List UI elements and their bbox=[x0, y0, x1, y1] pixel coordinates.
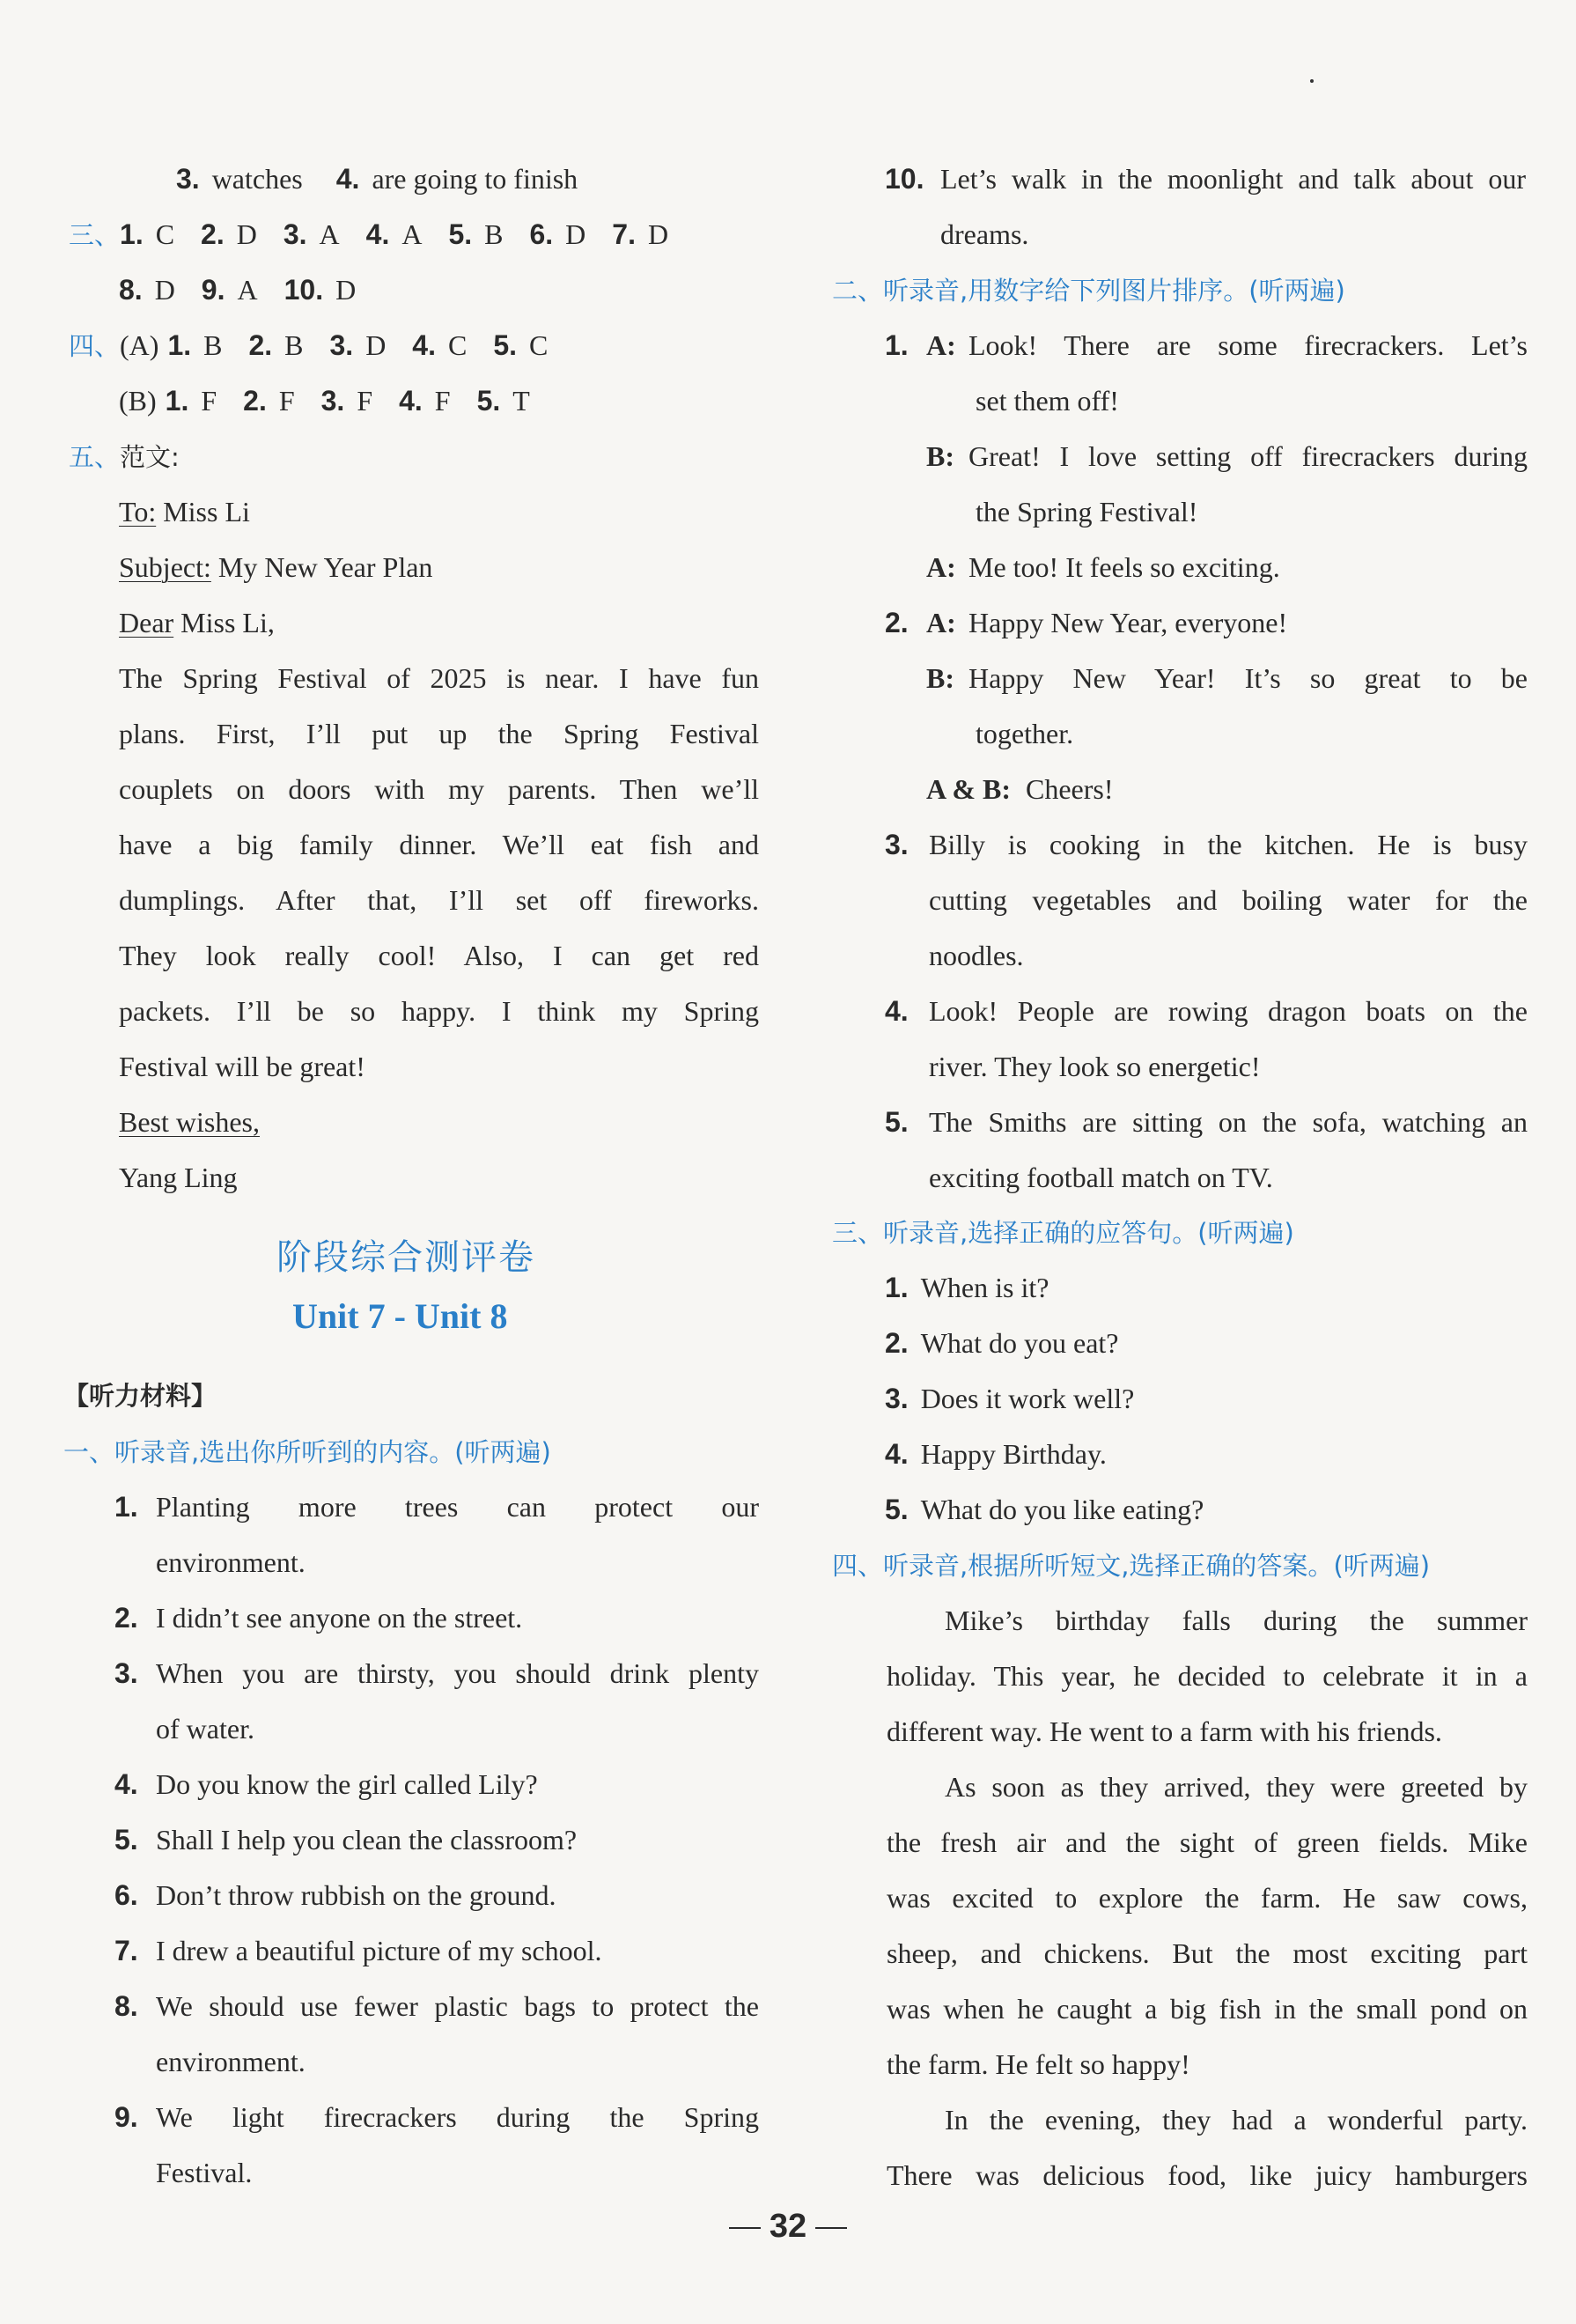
judge-answer: F bbox=[201, 385, 217, 417]
choice-number: 1. bbox=[120, 218, 144, 250]
choice-number: 4. bbox=[365, 218, 390, 250]
listening-item-line: Billy is cooking in the kitchen. He is busy bbox=[929, 829, 1528, 860]
listening-item-line: of water. bbox=[156, 1713, 254, 1745]
listening-item-number: 1. bbox=[114, 1491, 138, 1523]
passage-line: Mike’s birthday falls during the summer bbox=[945, 1605, 1528, 1636]
choice-answer: D bbox=[154, 274, 175, 306]
choice-number: 3. bbox=[283, 218, 307, 250]
dialogue-line: Me too! It feels so exciting. bbox=[968, 551, 1280, 583]
section-4-row-b: (B) 1. F 2. F 3. F 4. F 5. T bbox=[119, 385, 530, 417]
response-item: 3. Does it work well? bbox=[885, 1383, 1135, 1414]
choice-number: 7. bbox=[612, 218, 636, 250]
dialogue-line: the Spring Festival! bbox=[976, 496, 1198, 528]
passage-line: There was delicious food, like juicy hamburgers bbox=[887, 2159, 1528, 2191]
choice-number: 10. bbox=[284, 274, 324, 306]
listening-item-line: exciting football match on TV. bbox=[929, 1162, 1273, 1193]
choice-answer: C bbox=[155, 218, 175, 250]
choice-number: 9. bbox=[201, 274, 225, 306]
dash-right bbox=[815, 2227, 847, 2229]
listening-item-line: We should use fewer plastic bags to protect the bbox=[156, 1990, 759, 2022]
test-subtitle: Unit 7 - Unit 8 bbox=[292, 1296, 508, 1336]
dialogue-number: 1. bbox=[885, 329, 909, 361]
email-body-line: dumplings. After that, I’ll set off fireworks. bbox=[119, 884, 759, 916]
listening-item-line: dreams. bbox=[940, 218, 1029, 250]
listening-item-number: 7. bbox=[114, 1935, 138, 1966]
dialogue-line: Happy New Year, everyone! bbox=[968, 607, 1288, 638]
listening-item-line: Shall I help you clean the classroom? bbox=[156, 1824, 578, 1856]
page-number: 32 bbox=[0, 2208, 1576, 2246]
dialogue-line: Happy New Year! It’s so great to be bbox=[968, 662, 1528, 694]
choice-answer: C bbox=[529, 329, 549, 361]
response-item: 2. What do you eat? bbox=[885, 1327, 1119, 1359]
listening-item-line: The Smiths are sitting on the sofa, watching an bbox=[929, 1106, 1528, 1138]
choice-number: 5. bbox=[493, 329, 518, 361]
dialogue-line: Look! There are some firecrackers. Let’s bbox=[968, 329, 1528, 361]
section-3-row-1: 三、1. C 2. D 3. A 4. A 5. B 6. D 7. D bbox=[69, 218, 669, 250]
judge-number: 4. bbox=[399, 385, 423, 417]
listening-item-line: Let’s walk in the moonlight and talk about our bbox=[940, 163, 1526, 195]
speaker-label: A & B: bbox=[926, 773, 1011, 805]
listening-item-line: I didn’t see anyone on the street. bbox=[156, 1602, 523, 1634]
listening-item-line: Do you know the girl called Lily? bbox=[156, 1768, 538, 1800]
choice-answer: A bbox=[319, 218, 340, 250]
email-body-line: The Spring Festival of 2025 is near. I have fun bbox=[119, 662, 759, 694]
choice-number: 2. bbox=[248, 329, 273, 361]
email-closing: Best wishes, bbox=[119, 1106, 260, 1138]
passage-line: As soon as they arrived, they were greeted by bbox=[945, 1771, 1528, 1803]
listening-item-number: 4. bbox=[114, 1768, 138, 1800]
listening-item-line: Don’t throw rubbish on the ground. bbox=[156, 1879, 556, 1911]
listening-item-number: 9. bbox=[114, 2101, 138, 2133]
judge-answer: F bbox=[434, 385, 451, 417]
listening-item-line: We light firecrackers during the Spring bbox=[156, 2101, 759, 2133]
response-item: 1. When is it? bbox=[885, 1272, 1049, 1303]
judge-answer: F bbox=[357, 385, 373, 417]
choice-number: 8. bbox=[119, 274, 143, 306]
listening-item-number: 10. bbox=[885, 163, 924, 195]
section-3-row-2 bbox=[119, 272, 382, 307]
passage-line: the fresh air and the sight of green fields. Mike bbox=[887, 1826, 1528, 1858]
part-2-heading: 二、听录音,用数字给下列图片排序。(听两遍) bbox=[832, 276, 1345, 306]
part-4-heading: 四、听录音,根据所听短文,选择正确的答案。(听两遍) bbox=[832, 1551, 1431, 1581]
email-body-line: plans. First, I’ll put up the Spring Festival bbox=[119, 718, 759, 749]
dialogue-line: together. bbox=[976, 718, 1074, 749]
part-3-heading: 三、听录音,选择正确的应答句。(听两遍) bbox=[832, 1218, 1294, 1248]
response-item: 5. What do you like eating? bbox=[885, 1494, 1204, 1525]
choice-answer: A bbox=[237, 274, 258, 306]
judge-number: 1. bbox=[165, 385, 189, 417]
listening-item-number: 5. bbox=[114, 1824, 138, 1856]
listening-item-line: river. They look so energetic! bbox=[929, 1051, 1261, 1082]
passage-line: was when he caught a big fish in the small pond on bbox=[887, 1993, 1528, 2025]
choice-answer: B bbox=[284, 329, 304, 361]
listening-item-line: cutting vegetables and boiling water for the bbox=[929, 884, 1528, 916]
choice-answer: B bbox=[203, 329, 223, 361]
email-body-line: They look really cool! Also, I can get red bbox=[119, 940, 759, 971]
test-title: 阶段综合测评卷 bbox=[276, 1237, 535, 1278]
listening-item-number: 3. bbox=[885, 829, 909, 860]
email-body-line: packets. I’ll be so happy. I think my Spring bbox=[119, 995, 759, 1027]
decorative-dot bbox=[1310, 79, 1314, 83]
listening-item-line: noodles. bbox=[929, 940, 1024, 971]
email-signature: Yang Ling bbox=[119, 1162, 238, 1193]
passage-line: In the evening, they had a wonderful party. bbox=[945, 2104, 1528, 2136]
listening-item-number: 4. bbox=[885, 995, 909, 1027]
judge-number: 3. bbox=[320, 385, 345, 417]
listening-item-number: 3. bbox=[114, 1657, 138, 1689]
email-greeting: Dear Miss Li, bbox=[119, 607, 275, 638]
speaker-label: B: bbox=[926, 440, 954, 472]
choice-answer: D bbox=[236, 218, 257, 250]
passage-line: was excited to explore the farm. He saw cows, bbox=[887, 1882, 1528, 1914]
choice-answer: D bbox=[335, 274, 357, 306]
choice-answer: C bbox=[447, 329, 468, 361]
choice-answer: D bbox=[565, 218, 586, 250]
judge-number: 5. bbox=[476, 385, 501, 417]
section-4-row-a: 四、(A) 1. B 2. B 3. D 4. C 5. C bbox=[69, 329, 549, 361]
email-subject: Subject: My New Year Plan bbox=[119, 551, 433, 583]
email-body-line: have a big family dinner. We’ll eat fish and bbox=[119, 829, 759, 860]
judge-number: 2. bbox=[243, 385, 267, 417]
choice-number: 3. bbox=[329, 329, 354, 361]
email-body-line: couplets on doors with my parents. Then we’ll bbox=[119, 773, 759, 805]
passage-line: holiday. This year, he decided to celebrate it in a bbox=[887, 1660, 1528, 1692]
listening-item-line: Planting more trees can protect our bbox=[156, 1491, 759, 1523]
listening-item-number: 5. bbox=[885, 1106, 909, 1138]
passage-line: the farm. He felt so happy! bbox=[887, 2048, 1190, 2080]
listening-item-number: 2. bbox=[114, 1602, 138, 1634]
email-body-line: Festival will be great! bbox=[119, 1051, 365, 1082]
answer-row-3-4: 3. watches 4. are going to finish bbox=[176, 163, 578, 195]
choice-number: 1. bbox=[167, 329, 192, 361]
speaker-label: A: bbox=[926, 329, 956, 361]
choice-answer: A bbox=[401, 218, 423, 250]
dash-left bbox=[729, 2227, 761, 2229]
part-1-heading: 一、听录音,选出你所听到的内容。(听两遍) bbox=[63, 1437, 551, 1467]
judge-answer: F bbox=[278, 385, 295, 417]
listening-item-line: environment. bbox=[156, 1546, 306, 1578]
response-item: 4. Happy Birthday. bbox=[885, 1438, 1107, 1470]
listening-item-line: environment. bbox=[156, 2046, 306, 2077]
choice-number: 5. bbox=[448, 218, 473, 250]
listening-item-line: Festival. bbox=[156, 2157, 253, 2188]
choice-number: 2. bbox=[201, 218, 225, 250]
speaker-label: B: bbox=[926, 662, 954, 694]
choice-answer: D bbox=[365, 329, 387, 361]
speaker-label: A: bbox=[926, 551, 956, 583]
choice-number: 6. bbox=[529, 218, 554, 250]
judge-answer: T bbox=[512, 385, 530, 417]
listening-item-line: Look! People are rowing dragon boats on the bbox=[929, 995, 1528, 1027]
dialogue-number: 2. bbox=[885, 607, 909, 638]
listening-item-line: When you are thirsty, you should drink plenty bbox=[156, 1657, 759, 1689]
choice-number: 4. bbox=[412, 329, 436, 361]
dialogue-line: Cheers! bbox=[1026, 773, 1114, 805]
dialogue-line: Great! I love setting off firecrackers during bbox=[968, 440, 1528, 472]
listening-item-line: I drew a beautiful picture of my school. bbox=[156, 1935, 602, 1966]
email-to: To: Miss Li bbox=[119, 496, 250, 528]
dialogue-line: set them off! bbox=[976, 385, 1119, 417]
speaker-label: A: bbox=[926, 607, 956, 638]
choice-answer: D bbox=[647, 218, 669, 250]
listening-item-number: 8. bbox=[114, 1990, 138, 2022]
choice-answer: B bbox=[484, 218, 504, 250]
passage-line: sheep, and chickens. But the most exciting part bbox=[887, 1937, 1528, 1969]
listening-label: 【听力材料】 bbox=[63, 1381, 217, 1411]
section-5-heading: 五、范文: bbox=[69, 442, 180, 472]
passage-line: different way. He went to a farm with his friends. bbox=[887, 1715, 1442, 1747]
listening-item-number: 6. bbox=[114, 1879, 138, 1911]
